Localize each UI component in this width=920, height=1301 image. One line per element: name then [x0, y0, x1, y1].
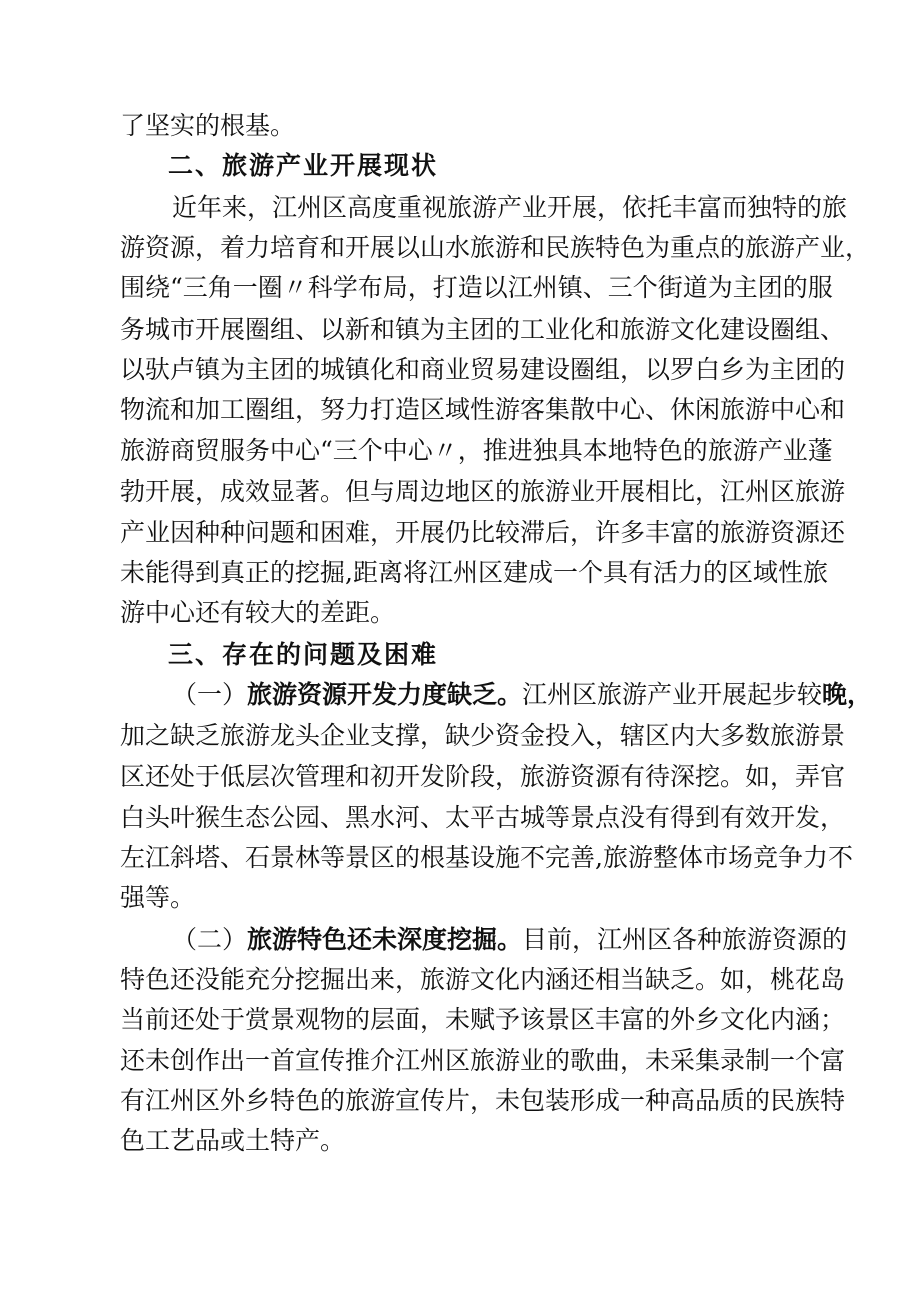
section-heading: 二、旅游产业开展现状 — [168, 151, 439, 180]
item-label: （一） — [172, 680, 248, 709]
paragraph-line: 游资源，着力培育和开展以山水旅游和民族特色为重点的旅游产业， — [120, 233, 871, 262]
item-title: 旅游资源开发力度缺乏。 — [247, 680, 523, 709]
item-title: 旅游特色还未深度挖掘。 — [247, 925, 523, 954]
paragraph-line: 勃开展，成效显著。但与周边地区的旅游业开展相比，江州区旅游 — [120, 477, 846, 506]
paragraph-line: 产业因种种问题和困难，开展仍比较滞后，许多丰富的旅游资源还 — [120, 518, 846, 547]
item-first-line — [172, 920, 848, 960]
paragraph-line: 还未创作出一首宣传推介江州区旅游业的歌曲，未采集录制一个富 — [120, 1046, 846, 1075]
paragraph-line: 区还处于低层次管理和初开发阶段，旅游资源有待深挖。如，弄官 — [120, 762, 846, 791]
paragraph-line: 旅游商贸服务中心“三个中心〃，推进独具本地特色的旅游产业蓬 — [120, 436, 833, 465]
paragraph-line: 色工艺品或土特产。 — [120, 1126, 346, 1155]
paragraph-line: 加之缺乏旅游龙头企业支撑，缺少资金投入，辖区内大多数旅游景 — [120, 721, 846, 750]
paragraph-line: 白头叶猴生态公园、黑水河、太平古城等景点没有得到有效开发， — [120, 803, 846, 832]
paragraph-line: 当前还处于赏景观物的层面，未赋予该景区丰富的外乡文化内涵； — [120, 1005, 846, 1034]
paragraph-line: 特色还没能充分挖掘出来，旅游文化内涵还相当缺乏。如，桃花岛 — [120, 965, 846, 994]
item-first-line — [172, 675, 873, 715]
paragraph-line: 近年来，江州区高度重视旅游产业开展，依托丰富而独特的旅 — [172, 193, 848, 222]
paragraph-line: 以驮卢镇为主团的城镇化和商业贸易建设圈组，以罗白乡为主团的 — [120, 355, 846, 384]
paragraph-line: 了坚实的根基。 — [120, 111, 296, 140]
item-text-tail: 晚， — [822, 680, 873, 709]
section-heading: 三、存在的问题及困难 — [168, 640, 439, 669]
paragraph-line: 有江州区外乡特色的旅游宣传片，未包装形成一种高品质的民族特 — [120, 1086, 846, 1115]
paragraph-line: 左江斜塔、石景林等景区的根基设施不完善,旅游整体市场竞争力不 — [120, 843, 853, 872]
paragraph-line: 未能得到真正的挖掘,距离将江州区建成一个具有活力的区域性旅 — [120, 558, 828, 587]
item-text: 江州区旅游产业开展起步较 — [522, 680, 823, 709]
item-text: 目前，江州区各种旅游资源的 — [522, 925, 848, 954]
paragraph-line: 围绕“三角一圈〃科学布局，打造以江州镇、三个街道为主团的服 — [120, 273, 833, 302]
paragraph-line: 务城市开展圈组、以新和镇为主团的工业化和旅游文化建设圈组、 — [120, 315, 846, 344]
paragraph-line: 强等。 — [120, 883, 196, 912]
paragraph-line: 物流和加工圈组，努力打造区域性游客集散中心、休闲旅游中心和 — [120, 395, 846, 424]
paragraph-line: 游中心还有较大的差距。 — [120, 598, 396, 627]
item-label: （二） — [172, 925, 248, 954]
